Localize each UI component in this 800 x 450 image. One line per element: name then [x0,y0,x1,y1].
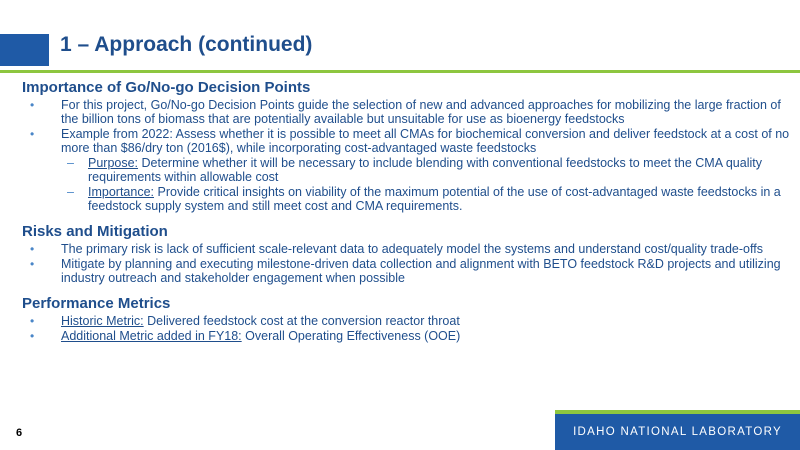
risks-bullets [22,242,790,285]
bullet-text: Overall Operating Effectiveness (OOE) [241,329,461,343]
metric-label: Additional Metric added in FY18: [61,329,242,343]
list-item [22,127,790,213]
section-heading-risks: Risks and Mitigation [22,223,168,240]
title-underline [0,70,800,73]
bullet-icon: • [30,98,35,112]
performance-bullets [22,314,790,343]
title-accent-bar [0,34,49,66]
sub-list-item [22,156,790,184]
list-item [22,242,790,256]
sub-bullet-label: Purpose: [88,156,139,170]
list-item [22,98,790,126]
list-item [22,314,790,328]
bullet-icon: • [30,127,35,141]
bullet-icon: • [30,329,35,343]
page-number: 6 [16,427,23,439]
bullet-text: Mitigate by planning and executing milestone-driven data collection and alignment with BETO feedstock R&D projects and utilizing industry outreach and stakeholder engagement when possible [61,257,781,285]
section-heading-performance: Performance Metrics [22,295,171,312]
bullet-text: For this project, Go/No-go Decision Points guide the selection of new and advanced approaches for mobilizing the large fraction of the billion tons of biomass that are potentially available but unsuitable for use as bioenergy feedstocks [61,98,781,126]
sub-list-item [22,185,790,213]
go-no-go-bullets [22,98,790,213]
bullet-text: The primary risk is lack of sufficient scale-relevant data to adequately model the systems and understand cost/quality trade-offs [61,242,763,256]
sub-bullet-text: Provide critical insights on viability of the maximum potential of the use of cost-advantaged waste feedstocks in a feedstock supply system and still meet cost and CMA requirements. [88,185,781,213]
list-item [22,329,790,343]
bullet-text: Example from 2022: Assess whether it is possible to meet all CMAs for biochemical conversion and deliver feedstock at a cost of no more than $86/dry ton (2016$), while incorporating cost-advantaged waste feedstocks [61,127,790,155]
sub-bullet-text: Determine whether it will be necessary to include blending with conventional feedstocks to meet the CMA quality requirements within allowable cost [88,156,762,184]
section-heading-go-no-go: Importance of Go/No-go Decision Points [22,79,311,96]
sub-bullet-label: Importance: [88,185,155,199]
bullet-text: Delivered feedstock cost at the conversion reactor throat [143,314,460,328]
footer-lab-name: IDAHO NATIONAL LABORATORY [573,426,782,438]
metric-label: Historic Metric: [61,314,144,328]
dash-icon: – [67,185,74,199]
bullet-icon: • [30,314,35,328]
dash-icon: – [67,156,74,170]
sub-bullets [22,156,790,213]
list-item [22,257,790,285]
footer-logo-bar [555,414,800,450]
bullet-icon: • [30,257,35,271]
bullet-icon: • [30,242,35,256]
slide-title: 1 – Approach (continued) [60,33,313,56]
slide-content [22,79,790,343]
